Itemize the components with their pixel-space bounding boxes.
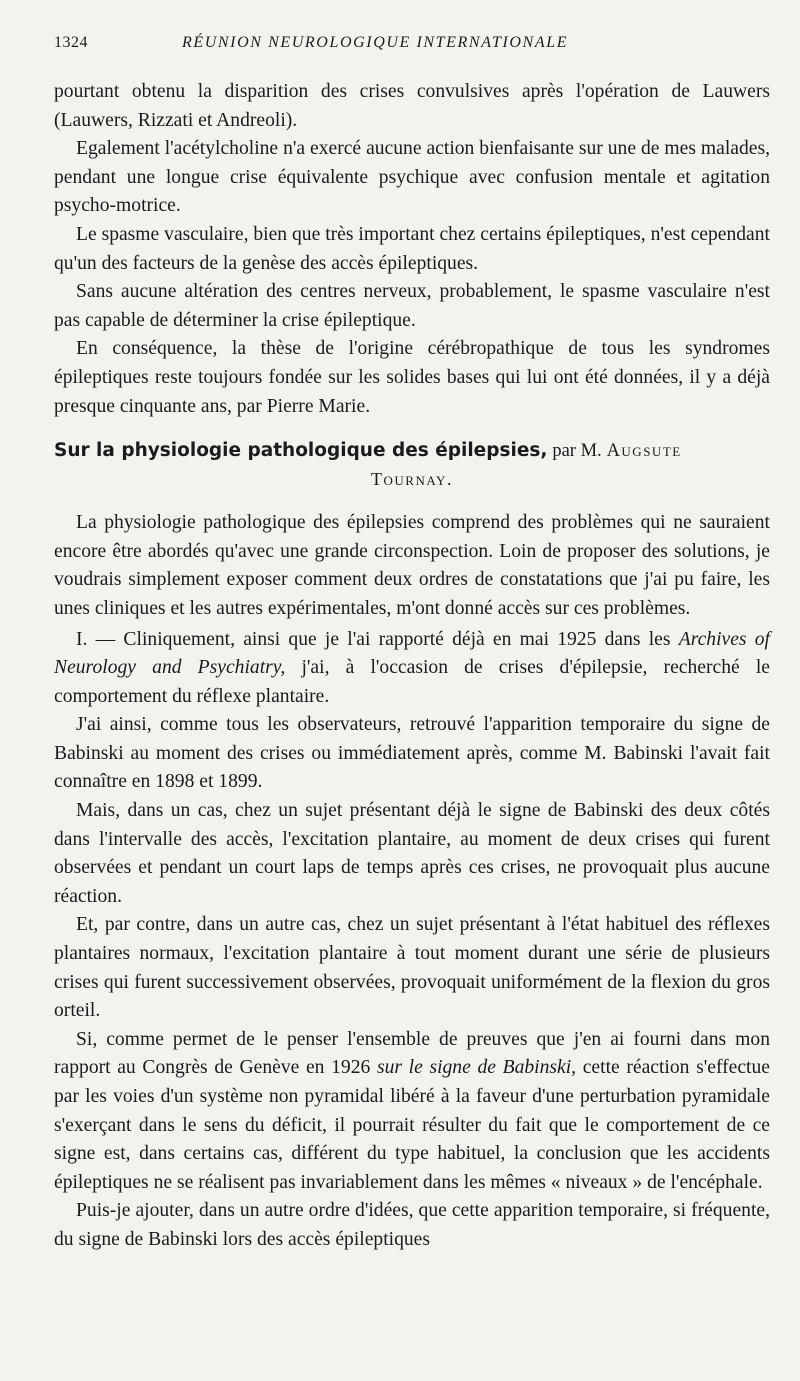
paragraph: En conséquence, la thèse de l'origine cérébropathique de tous les syndromes épileptiques reste toujours fondée sur les solides bases qui lui ont été données, il y a déjà presque cinquante ans, par Pierre Marie. — [54, 338, 770, 417]
paragraph-rest: cette réaction s'effectue par les voies d'un système non pyramidal libéré à la faveur d'une perturbation pyramidale s'exerçant dans le sens du déficit, il pourrait résulter du fait que le comportement de ce signe est, dans certains cas, différent du type habituel, la conclusion que les accidents épileptiques ne se réalisent pas invariablement dans les mêmes « niveaux » de l'encéphale. — [54, 1057, 770, 1193]
body-text — [54, 78, 770, 1255]
section-heading — [54, 437, 770, 493]
journal-title: Archives of Neurology and Psychiatry, — [54, 628, 771, 679]
report-title: sur le signe de Babinski, — [376, 1057, 577, 1079]
paragraph: Egalement l'acétylcholine n'a exercé aucune action bienfaisante sur une de mes malades, pendant une longue crise équivalente psychique avec confusion mentale et agitation psycho-motrice. — [54, 138, 770, 217]
section-title: Sur la physiologie pathologique des épilepsies, — [54, 440, 548, 462]
page-number: 1324 — [54, 34, 88, 51]
running-head — [54, 34, 770, 60]
running-title: RÉUNION NEUROLOGIQUE INTERNATIONALE — [182, 34, 569, 51]
paragraph-geneva — [54, 1026, 770, 1198]
paragraph-clinical — [54, 626, 770, 712]
paragraph: Sans aucune altération des centres nerveux, probablement, le spasme vasculaire n'est pas capable de déterminer la crise épileptique. — [54, 281, 770, 331]
author-last-name: Tournay. — [371, 469, 453, 490]
paragraph: Le spasme vasculaire, bien que très important chez certains épileptiques, n'est cependant qu'un des facteurs de la genèse des accès épileptiques. — [54, 223, 770, 274]
paragraph-lead: I. — Cliniquement, ainsi que je l'ai rapporté déjà en mai 1925 dans les — [76, 628, 671, 650]
paragraph: J'ai ainsi, comme tous les observateurs, retrouvé l'apparition temporaire du signe de Babinski au moment des crises ou immédiatement après, comme M. Babinski l'avait fait connaître en 1898 et 1899. — [54, 714, 770, 793]
paragraph-rest: j'ai, à l'occasion de crises d'épilepsie, recherché le comportement du réflexe plantaire. — [54, 657, 770, 707]
section-text — [54, 509, 770, 1254]
paragraph-lead: Si, comme permet de le penser l'ensemble de preuves que j'en ai fourni dans mon rapport au Congrès de Genève en 1926 — [54, 1028, 770, 1079]
paragraph: Mais, dans un cas, chez un sujet présentant déjà le signe de Babinski des deux côtés dans l'intervalle des accès, l'excitation plantaire, au moment de deux crises qui furent observées et pendant un court laps de temps après ces crises, ne provoquait plus aucune réaction. — [54, 800, 770, 907]
author-prefix: par M. — [552, 441, 602, 462]
paragraph: La physiologie pathologique des épilepsies comprend des problèmes qui ne sauraient encore être abordés qu'avec une grande circonspection. Loin de proposer des solutions, je voudrais simplement exposer comment deux ordres de constatations que j'ai pu faire, les unes cliniques et les autres expérimentales, m'ont donné accès sur ces problèmes. — [54, 512, 770, 619]
paragraph: pourtant obtenu la disparition des crises convulsives après l'opération de Lauwers (Lauwers, Rizzati et Andreoli). — [54, 81, 770, 131]
paragraph: Puis-je ajouter, dans un autre ordre d'idées, que cette apparition temporaire, si fréquente, du signe de Babinski lors des accès épileptiques — [54, 1200, 770, 1250]
author-first-name: Augsute — [606, 441, 682, 462]
paragraph: Et, par contre, dans un autre cas, chez un sujet présentant à l'état habituel des réflexes plantaires normaux, l'excitation plantaire à tout moment durant une série de plusieurs crises qui furent successivement observées, provoquait uniformément de la flexion du gros orteil. — [54, 914, 770, 1022]
